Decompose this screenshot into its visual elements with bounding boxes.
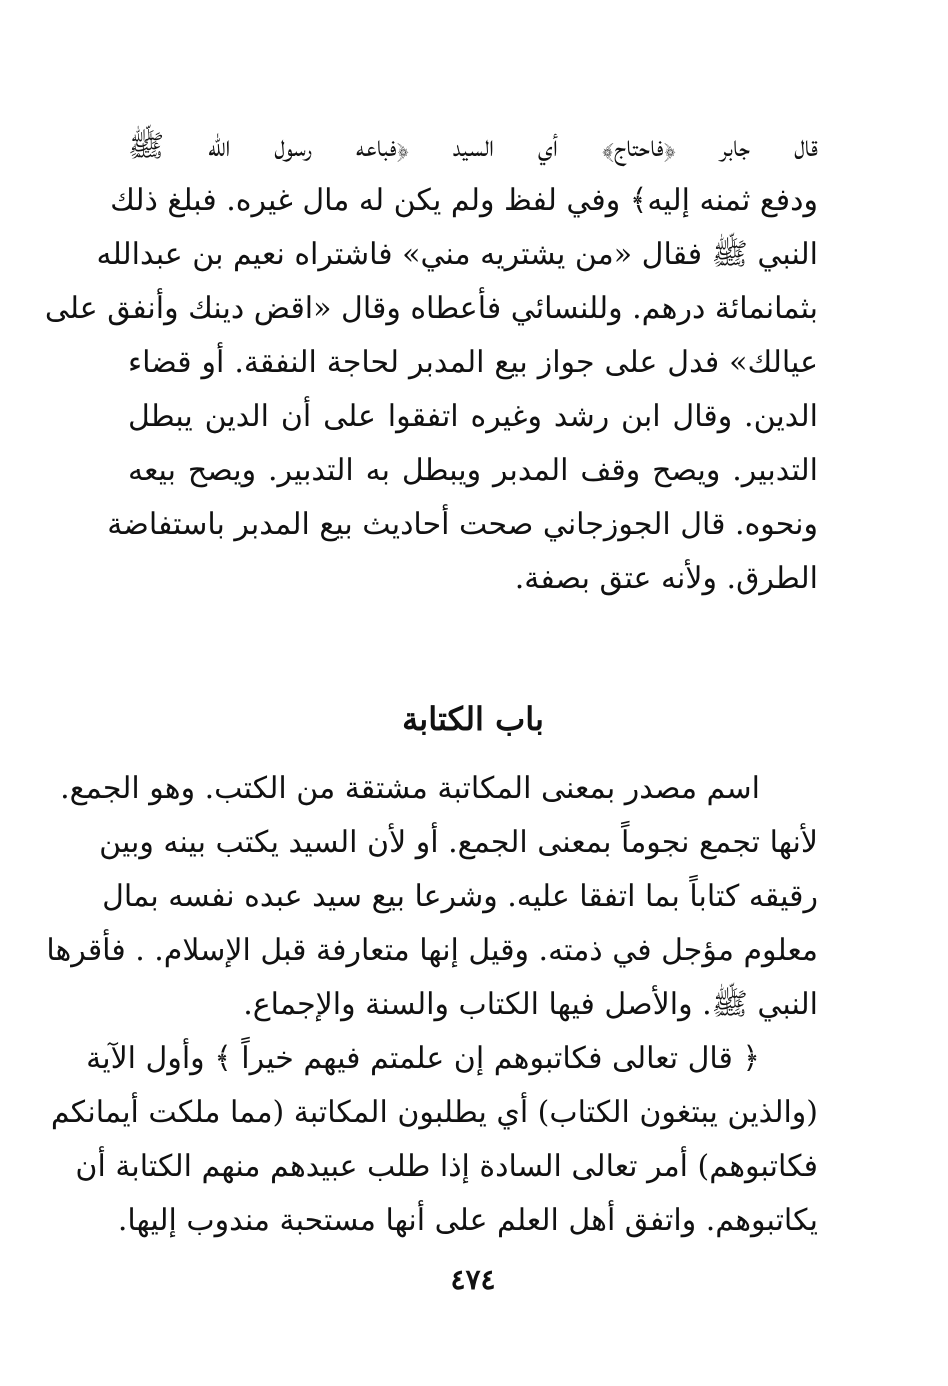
paragraph-mudabbar bbox=[44, 120, 818, 606]
text-line: اسم مصدر بمعنى المكاتبة مشتقة من الكتب. وهو الجمع. bbox=[60, 771, 760, 806]
text-line: قال جابر ﴿فاحتاج﴾ أي السيد ﴿فباعه رسول الله ﷺ bbox=[128, 129, 818, 164]
text-line: ﴿ قال تعالى فكاتبوهم إن علمتم فيهم خيراً ﴾ وأول الآية bbox=[86, 1041, 760, 1076]
section-heading: باب الكتابة bbox=[402, 700, 544, 738]
text-line: النبي ﷺ فقال «من يشتريه مني» فاشتراه نعيم بن عبدالله bbox=[96, 237, 818, 272]
text-line: عيالك» فدل على جواز بيع المدبر لحاجة النفقة. أو قضاء bbox=[128, 345, 818, 380]
text-line: النبي ﷺ. والأصل فيها الكتاب والسنة والإجماع. bbox=[243, 987, 818, 1022]
text-line: يكاتبوهم. واتفق أهل العلم على أنها مستحبة مندوب إليها. bbox=[117, 1203, 818, 1238]
text-line: ونحوه. قال الجوزجاني صحت أحاديث بيع المدبر باستفاضة bbox=[107, 507, 818, 542]
text-line: فكاتبوهم) أمر تعالى السادة إذا طلب عبيدهم منهم الكتابة أن bbox=[75, 1149, 818, 1184]
text-line: الطرق. ولأنه عتق بصفة. bbox=[514, 561, 818, 596]
text-line: الدين. وقال ابن رشد وغيره اتفقوا على أن الدين يبطل bbox=[128, 399, 818, 434]
text-line: معلوم مؤجل في ذمته. وقيل إنها متعارفة قبل الإسلام. . فأقرها bbox=[46, 933, 818, 968]
text-line: بثمانمائة درهم. وللنسائي فأعطاه وقال «اقض دينك وأنفق على bbox=[44, 291, 818, 326]
text-line: ودفع ثمنه إليه﴾ وفي لفظ ولم يكن له مال غيره. فبلغ ذلك bbox=[110, 183, 818, 218]
paragraph-kitaba-evidence bbox=[50, 1032, 818, 1248]
paragraph-kitaba-definition bbox=[46, 762, 818, 1032]
text-line: التدبير. ويصح وقف المدبر ويبطل به التدبير. ويصح بيعه bbox=[128, 453, 818, 488]
text-line: لأنها تجمع نجوماً بمعنى الجمع. أو لأن السيد يكتب بينه وبين bbox=[99, 825, 818, 860]
page-number: ٤٧٤ bbox=[450, 1263, 496, 1296]
text-line: رقيقه كتاباً بما اتفقا عليه. وشرعا بيع سيد عبده نفسه بمال bbox=[102, 879, 818, 914]
text-line: (والذين يبتغون الكتاب) أي يطلبون المكاتبة (مما ملكت أيمانكم bbox=[50, 1095, 818, 1130]
